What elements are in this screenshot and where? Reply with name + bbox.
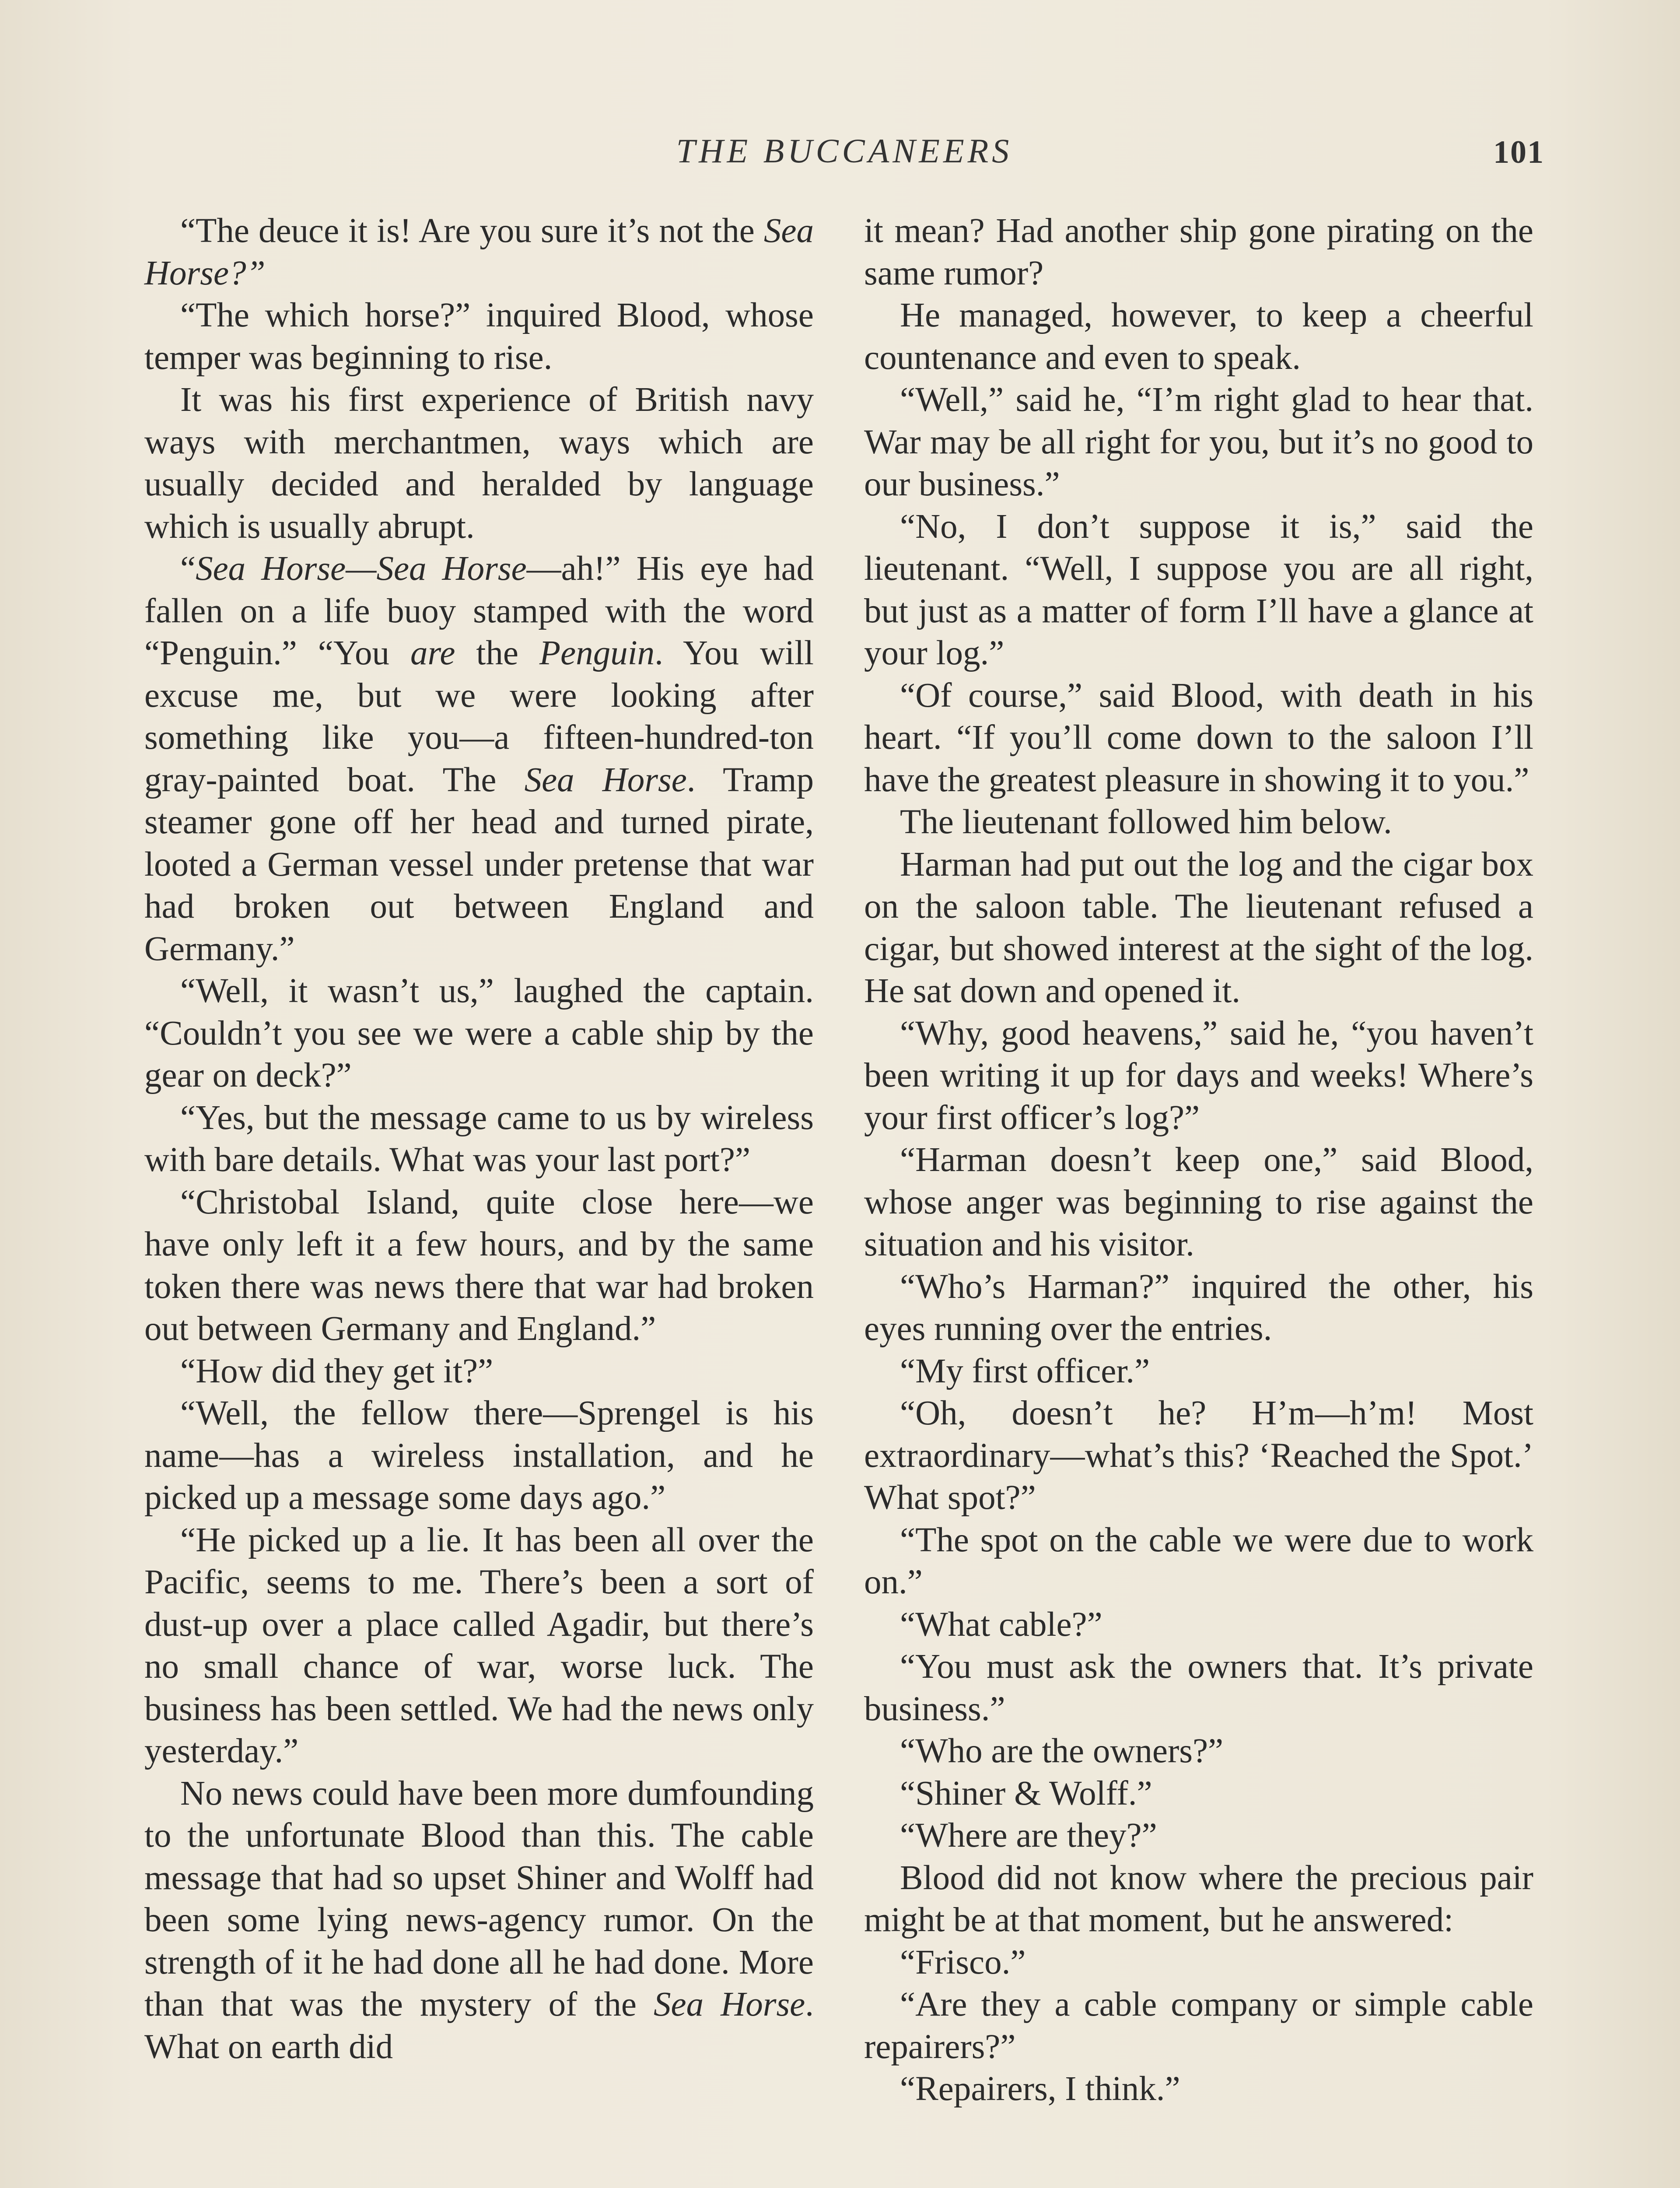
- paragraph: “Sea Horse—Sea Horse—ah!” His eye had fallen on a life buoy stamped with the word “Penguin.” “You are the Penguin. You will excuse me, but we were looking after something like you—a fifteen-hundred-ton gray-painted boat. The Sea Horse. Tramp steamer gone off her head and turned pirate, looted a German vessel under pretense that war had broken out between England and Germany.”: [144, 550, 814, 968]
- paragraph: “Why, good heavens,” said he, “you haven’t been writing it up for days and weeks! Where’s your first officer’s log?”: [864, 1014, 1533, 1137]
- italic-text: Sea Horse—Sea Horse: [196, 550, 527, 588]
- italic-text: Sea Horse?”: [144, 212, 814, 292]
- left-column: [144, 210, 814, 2068]
- paragraph: “Yes, but the message came to us by wireless with bare details. What was your last port?”: [144, 1098, 814, 1179]
- italic-text: Penguin: [539, 634, 655, 672]
- paragraph: “Well,” said he, “I’m right glad to hear that. War may be all right for you, but it’s no good to our business.”: [864, 381, 1533, 503]
- paragraph: Harman had put out the log and the cigar box on the saloon table. The lieutenant refused a cigar, but showed interest at the sight of the log. He sat down and opened it.: [864, 845, 1533, 1010]
- paragraph: “Christobal Island, quite close here—we have only left it a few hours, and by the same token there was news there that war had broken out between Germany and England.”: [144, 1183, 814, 1348]
- paragraph: “Well, the fellow there—Sprengel is his name—has a wireless installation, and he picked up a message some days ago.”: [144, 1394, 814, 1517]
- paragraph: He managed, however, to keep a cheerful countenance and even to speak.: [864, 296, 1533, 377]
- running-title: THE BUCCANEERS: [676, 132, 1013, 170]
- paragraph: “The deuce it is! Are you sure it’s not the Sea Horse?”: [144, 212, 814, 292]
- paragraph: “Are they a cable company or simple cable repairers?”: [864, 1985, 1533, 2066]
- paragraph: “He picked up a lie. It has been all over the Pacific, seems to me. There’s been a sort of dust-up over a place called Agadir, but there’s no small chance of war, worse luck. The business has been settled. We had the news only yesterday.”: [144, 1521, 814, 1770]
- right-column: [864, 210, 1533, 2111]
- paragraph: “Of course,” said Blood, with death in his heart. “If you’ll come down to the saloon I’ll have the greatest pleasure in showing it to you.”: [864, 676, 1533, 799]
- paragraph: “What cable?”: [900, 1605, 1102, 1644]
- paragraph: “Oh, doesn’t he? H’m—h’m! Most extraordinary—what’s this? ‘Reached the Spot.’ What spot?”: [864, 1394, 1533, 1517]
- paragraph: “Repairers, I think.”: [900, 2070, 1180, 2108]
- paragraph: “The spot on the cable we were due to work on.”: [864, 1521, 1533, 1601]
- paragraph: it mean? Had another ship gone pirating on the same rumor?: [864, 212, 1533, 292]
- paragraph: “The which horse?” inquired Blood, whose temper was beginning to rise.: [144, 296, 814, 377]
- paragraph: The lieutenant followed him below.: [900, 803, 1392, 841]
- paragraph: “You must ask the owners that. It’s private business.”: [864, 1648, 1533, 1728]
- italic-text: Sea Horse: [654, 1985, 805, 2023]
- paragraph: “How did they get it?”: [180, 1352, 494, 1390]
- paragraph: “Well, it wasn’t us,” laughed the captain. “Couldn’t you see we were a cable ship by the gear on deck?”: [144, 972, 814, 1094]
- paragraph: It was his first experience of British navy ways with merchantmen, ways which are usually decided and heralded by language which is usually abrupt.: [144, 381, 814, 546]
- paragraph: “No, I don’t suppose it is,” said the lieutenant. “Well, I suppose you are all right, but just as a matter of form I’ll have a glance at your log.”: [864, 507, 1533, 672]
- paragraph: Blood did not know where the precious pair might be at that moment, but he answered:: [864, 1858, 1533, 1939]
- paragraph: “Frisco.”: [900, 1943, 1026, 1981]
- paragraph: “Who are the owners?”: [900, 1732, 1224, 1770]
- page-number: 101: [1493, 134, 1544, 170]
- paragraph: “Harman doesn’t keep one,” said Blood, whose anger was beginning to rise against the situation and his visitor.: [864, 1141, 1533, 1263]
- paragraph: No news could have been more dumfounding to the unfortunate Blood than this. The cable message that had so upset Shiner and Wolff had been some lying news-agency rumor. On the strength of it he had done all he had done. More than that was the mystery of the Sea Horse. What on earth did: [144, 1774, 814, 2066]
- italic-text: are: [410, 634, 455, 672]
- italic-text: Sea Horse: [524, 761, 687, 799]
- paragraph: “Where are they?”: [900, 1816, 1157, 1855]
- paragraph: “Shiner & Wolff.”: [900, 1774, 1152, 1813]
- paragraph: “Who’s Harman?” inquired the other, his eyes running over the entries.: [864, 1267, 1533, 1348]
- paragraph: “My first officer.”: [900, 1352, 1150, 1390]
